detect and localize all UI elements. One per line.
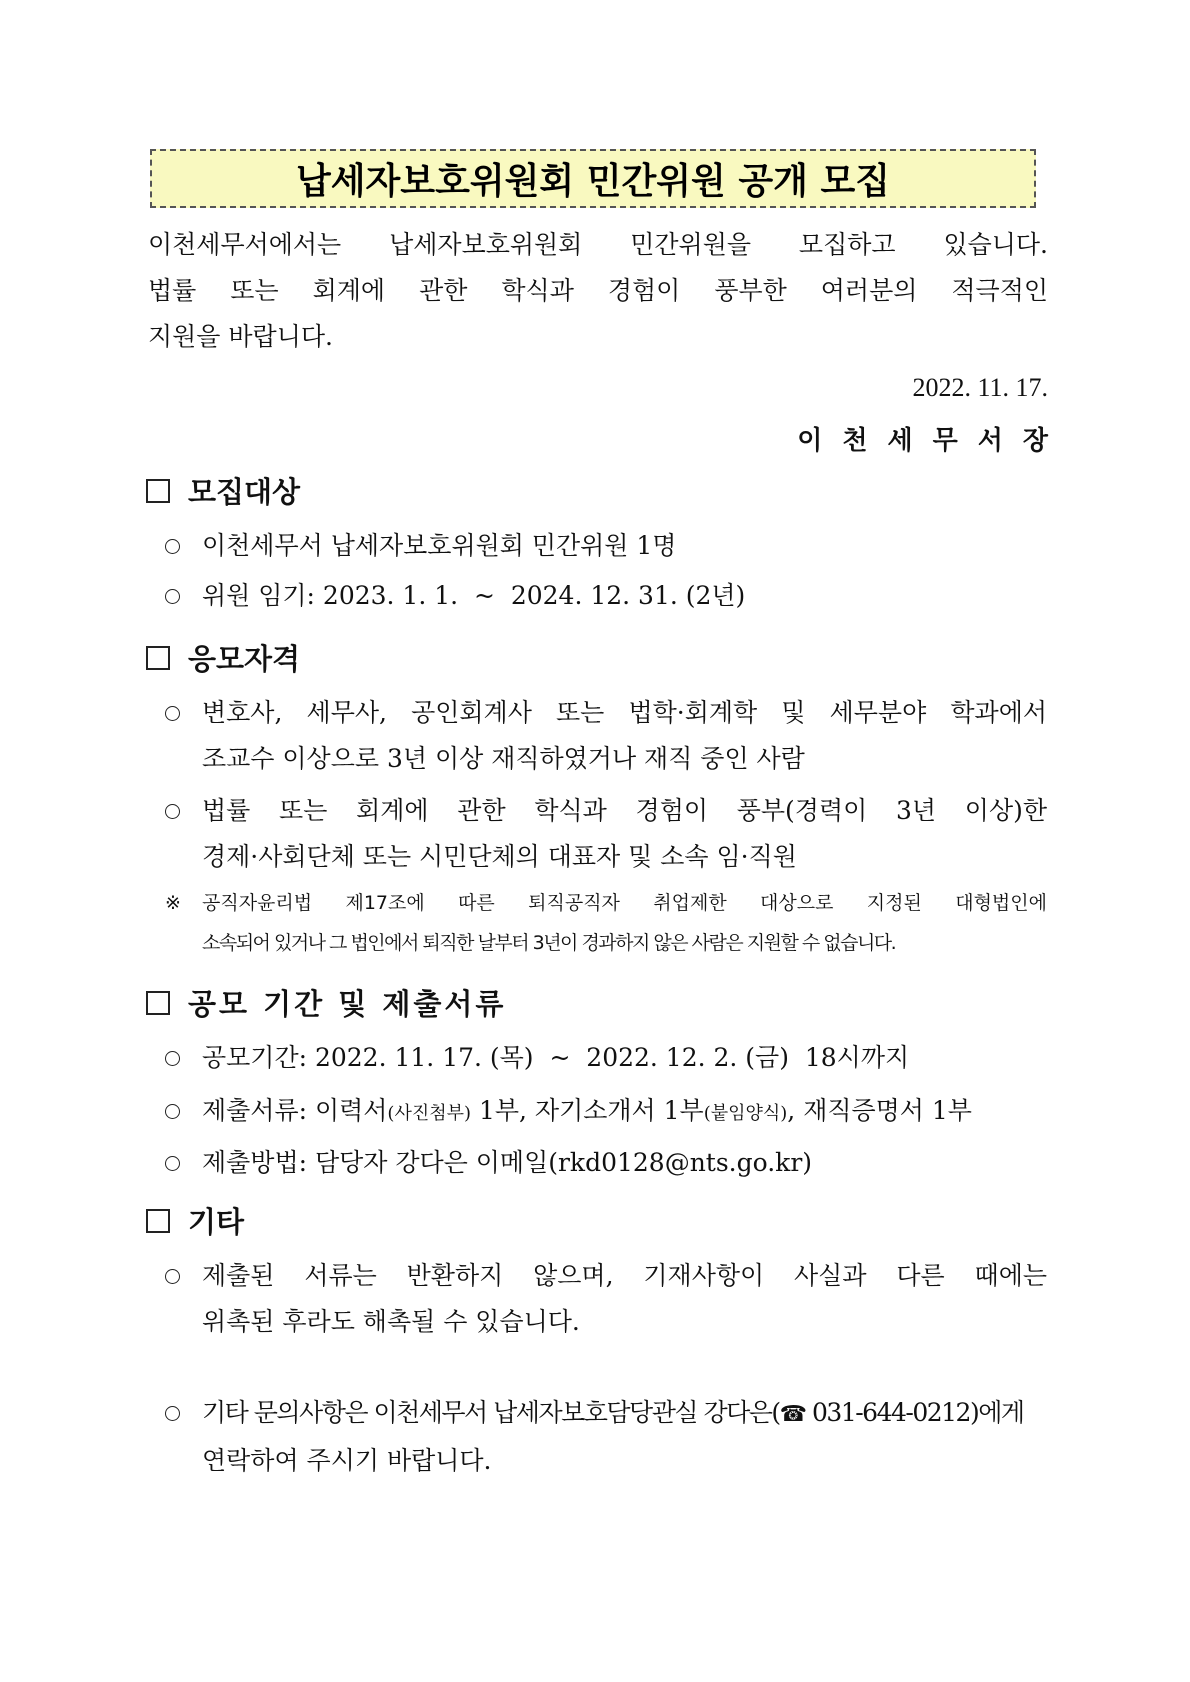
circle-bullet-icon: [165, 1104, 180, 1119]
item-text: 제출방법: 담당자 강다은 이메일(rkd0128@nts.go.kr): [202, 1148, 813, 1177]
section-heading-other: [146, 1200, 244, 1241]
reference-mark-icon: ※: [165, 892, 181, 914]
item-text: 이천세무서 납세자보호위원회 민간위원 1명: [202, 531, 677, 560]
section-heading-text: 응모자격: [188, 642, 301, 676]
item-text: 위원 임기: 2023. 1. 1. ~ 2024. 12. 31. (2년): [202, 581, 746, 610]
item-text: 공모기간: 2022. 11. 17. (목) ~ 2022. 12. 2. (금) 18시까지: [202, 1043, 910, 1072]
circle-bullet-icon: [165, 539, 180, 554]
item-text-small: (사진첨부): [387, 1103, 472, 1124]
item-text: [202, 1088, 1047, 1137]
item-text: 법률 또는 회계에 관한 학식과 경험이 풍부(경력이 3년 이상)한: [202, 796, 1047, 825]
item-text-part: 제출서류: 이력서: [202, 1096, 388, 1125]
signer: 이천세무서장: [797, 426, 1068, 456]
item-text: 조교수 이상으로 3년 이상 재직하였거나 재직 중인 사람: [202, 744, 805, 773]
circle-bullet-icon: [165, 1051, 180, 1066]
circle-bullet-icon: [165, 1269, 180, 1284]
circle-bullet-icon: [165, 589, 180, 604]
square-bullet-icon: [146, 991, 170, 1015]
item-text: [202, 1390, 1047, 1438]
section-heading-eligibility: [146, 637, 300, 678]
square-bullet-icon: [146, 1209, 170, 1233]
phone-icon: ☎: [779, 1402, 806, 1427]
item-text: 변호사, 세무사, 공인회계사 또는 법학·회계학 및 세무분야 학과에서: [202, 698, 1047, 727]
square-bullet-icon: [146, 646, 170, 670]
circle-bullet-icon: [165, 706, 180, 721]
item-text: 연락하여 주시기 바랍니다.: [202, 1446, 492, 1475]
issue-date: 2022. 11. 17.: [912, 373, 1048, 402]
phone-number: 031-644-0212: [805, 1398, 970, 1427]
page-title: 납세자보호위원회 민간위원 공개 모집: [295, 161, 891, 202]
section-heading-recruitment-target: [146, 470, 300, 511]
intro-line: 이천세무서에서는 납세자보호위원회 민간위원을 모집하고 있습니다.: [148, 230, 1048, 259]
section-heading-text: 모집대상: [188, 475, 301, 509]
circle-bullet-icon: [165, 1156, 180, 1171]
item-text: 제출된 서류는 반환하지 않으며, 기재사항이 사실과 다른 때에는: [202, 1261, 1047, 1290]
note-text: 소속되어 있거나 그 법인에서 퇴직한 날부터 3년이 경과하지 않은 사람은 지원할 수 없습니다.: [202, 932, 896, 954]
circle-bullet-icon: [165, 804, 180, 819]
title-box: [150, 149, 1036, 208]
item-text-part: 1부, 자기소개서 1부: [471, 1096, 704, 1125]
section-heading-text: 기타: [188, 1205, 245, 1239]
item-text: 경제·사회단체 또는 시민단체의 대표자 및 소속 임·직원: [202, 842, 797, 871]
item-text-part: 기타 문의사항은 이천세무서 납세자보호담당관실 강다은(: [202, 1398, 780, 1427]
note-text: 공직자윤리법 제17조에 따른 퇴직공직자 취업제한 대상으로 지정된 대형법인에: [202, 892, 1047, 914]
section-heading-text: 공모 기간 및 제출서류: [188, 987, 507, 1021]
intro-line: 법률 또는 회계에 관한 학식과 경험이 풍부한 여러분의 적극적인: [148, 276, 1048, 305]
intro-paragraph: [148, 222, 1048, 360]
circle-bullet-icon: [165, 1406, 180, 1421]
item-text-part: , 재직증명서 1부: [787, 1096, 972, 1125]
item-text-part: )에게: [969, 1398, 1024, 1427]
item-text: 위촉된 후라도 해촉될 수 있습니다.: [202, 1307, 580, 1336]
item-text-small: (붙임양식): [703, 1103, 788, 1124]
square-bullet-icon: [146, 479, 170, 503]
intro-line: 지원을 바랍니다.: [148, 322, 333, 351]
section-heading-period-documents: [146, 982, 506, 1023]
